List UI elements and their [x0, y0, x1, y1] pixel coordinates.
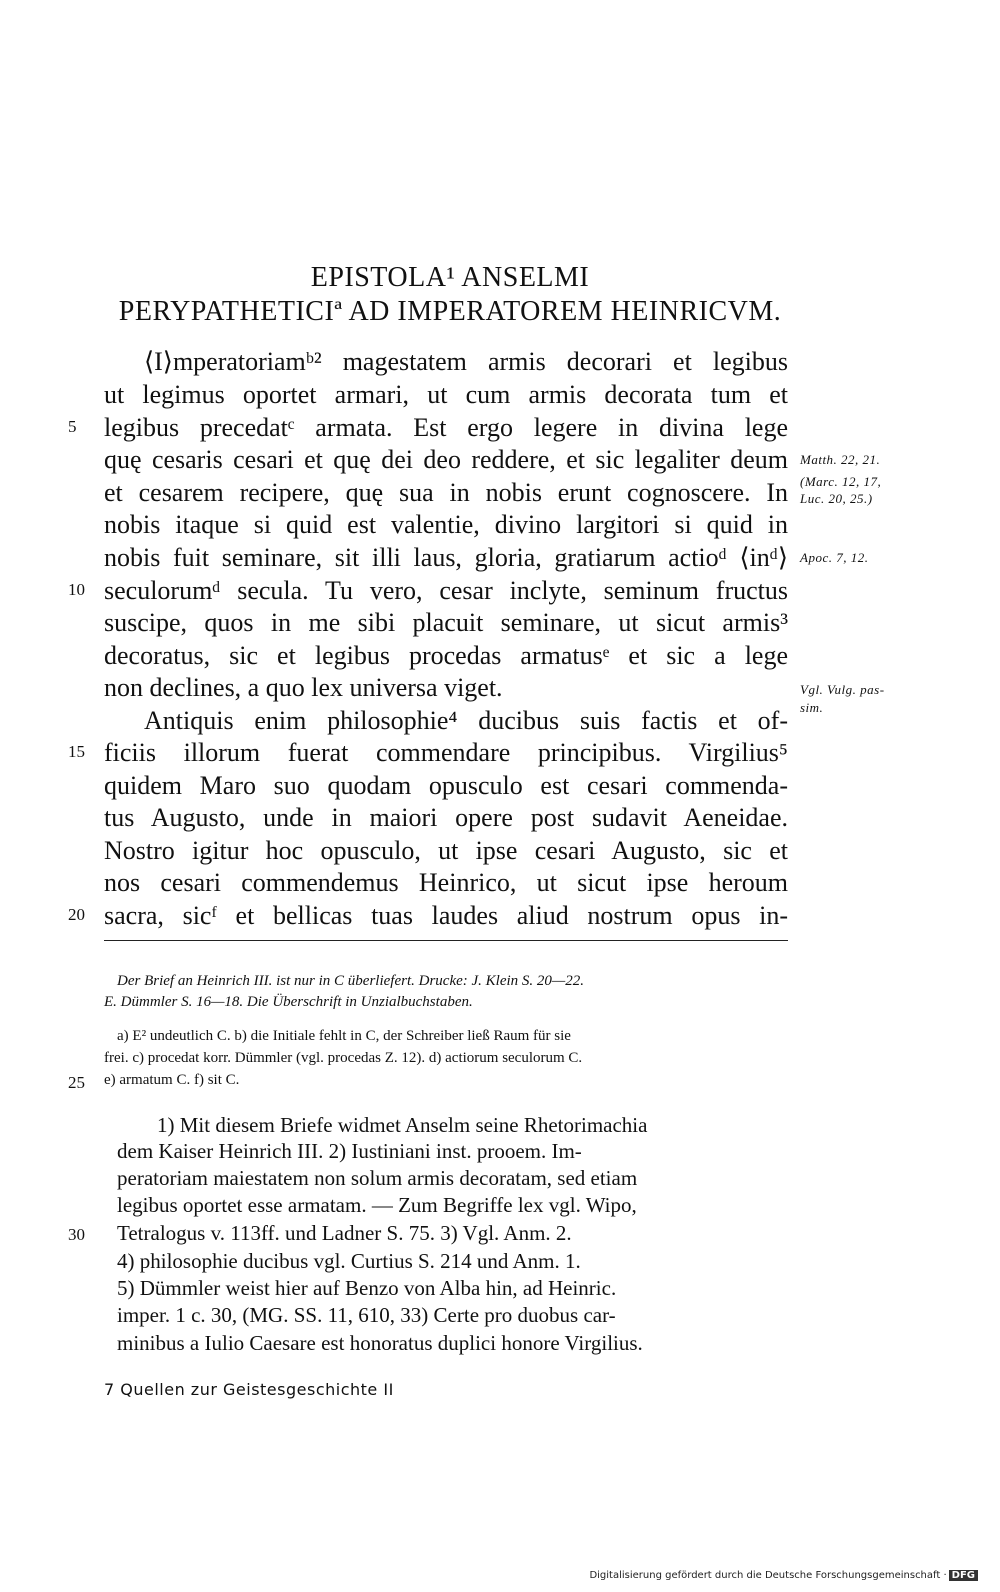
commentary-line: 5) Dümmler weist hier auf Benzo von Alba hin, ad Heinric. [117, 1276, 617, 1300]
line-number: 20 [68, 905, 85, 924]
line-number: 15 [68, 742, 85, 761]
body-line: non declines, a quo lex universa viget. [104, 673, 503, 702]
body-line: ⟨I⟩mperatoriamᵇ² magestatem armis decorari et legibus [144, 347, 788, 376]
commentary-line: 1) Mit diesem Briefe widmet Anselm seine Rhetorimachia [157, 1113, 648, 1137]
commentary-line: legibus oportet esse armatam. — Zum Begriffe lex vgl. Wipo, [117, 1193, 637, 1217]
heading-line-1: EPISTOLA¹ ANSELMI [310, 262, 590, 293]
body-line: et cesarem recipere, quę sua in nobis erunt cognoscere. In [104, 478, 788, 507]
body-line: ut legimus oportet armari, ut cum armis decorata tum et [104, 380, 788, 409]
digitization-note: Digitalisierung gefördert durch die Deutsche Forschungsgemeinschaft · [589, 1570, 947, 1581]
margin-note: Vgl. Vulg. pas- [800, 682, 885, 697]
body-line: decoratus, sic et legibus procedas armatusᵉ et sic a lege [104, 641, 788, 670]
line-number: 5 [68, 417, 77, 436]
body-line: quę cesaris cesari et quę dei deo reddere, et sic legaliter deum [104, 445, 788, 474]
margin-note: sim. [800, 700, 824, 715]
line-number: 25 [68, 1073, 85, 1092]
margin-note: Matth. 22, 21. [800, 452, 881, 467]
body-line: sacra, sicᶠ et bellicas tuas laudes aliud nostrum opus in- [104, 901, 788, 930]
body-line: Nostro igitur hoc opusculo, ut ipse cesari Augusto, sic et [104, 836, 788, 865]
heading-line-2: PERYPATHETICIª AD IMPERATOREM HEINRICVM. [118, 296, 782, 327]
line-number: 10 [68, 580, 85, 599]
commentary-line: imper. 1 c. 30, (MG. SS. 11, 610, 33) Certe pro duobus car- [117, 1303, 616, 1327]
commentary-line: Tetralogus v. 113ff. und Ladner S. 75. 3) Vgl. Anm. 2. [117, 1221, 572, 1245]
digitization-credit [589, 1570, 978, 1581]
body-line: nos cesari commendemus Heinrico, ut sicut ipse heroum [104, 868, 788, 897]
commentary-line: 4) philosophie ducibus vgl. Curtius S. 214 und Anm. 1. [117, 1249, 581, 1273]
apparatus-divider [104, 940, 788, 941]
page-footer: 7 Quellen zur Geistesgeschichte II [104, 1380, 394, 1399]
apparatus-line: Der Brief an Heinrich III. ist nur in C überliefert. Drucke: J. Klein S. 20—22. [117, 973, 585, 989]
apparatus-line: E. Dümmler S. 16—18. Die Überschrift in Unzialbuchstaben. [104, 994, 473, 1010]
body-line: Antiquis enim philosophie⁴ ducibus suis factis et of- [144, 706, 788, 735]
margin-note: (Marc. 12, 17, [800, 474, 882, 489]
body-line: seculorumᵈ secula. Tu vero, cesar inclyte, seminum fructus [104, 576, 788, 605]
apparatus-line: frei. c) procedat korr. Dümmler (vgl. procedas Z. 12). d) actiorum seculorum C. [104, 1050, 583, 1066]
body-line: nobis fuit seminare, sit illi laus, gloria, gratiarum actioᵈ ⟨inᵈ⟩ [104, 543, 788, 572]
body-line: suscipe, quos in me sibi placuit seminare, ut sicut armis³ [104, 608, 788, 637]
body-line: quidem Maro suo quodam opusculo est cesari commenda- [104, 771, 788, 800]
margin-note: Luc. 20, 25.) [800, 491, 873, 506]
commentary-line: peratoriam maiestatem non solum armis decoratam, sed etiam [117, 1166, 638, 1190]
body-line: nobis itaque si quid est valentie, divino largitori si quid in [104, 510, 788, 539]
margin-note: Apoc. 7, 12. [800, 550, 869, 565]
commentary-line: minibus a Iulio Caesare est honoratus duplici honore Virgilius. [117, 1331, 643, 1355]
body-line: tus Augusto, unde in maiori opere post sudavit Aeneidae. [104, 803, 788, 832]
commentary-line: dem Kaiser Heinrich III. 2) Iustiniani inst. prooem. Im- [117, 1139, 582, 1163]
apparatus-line: a) E² undeutlich C. b) die Initiale fehlt in C, der Schreiber ließ Raum für sie [117, 1028, 571, 1044]
body-line: ficiis illorum fuerat commendare principibus. Virgilius⁵ [104, 738, 788, 767]
body-line: legibus precedatᶜ armata. Est ergo legere in divina lege [104, 413, 788, 442]
dfg-logo: DFG [949, 1570, 978, 1581]
apparatus-line: e) armatum C. f) sit C. [104, 1072, 240, 1088]
line-number: 30 [68, 1225, 85, 1244]
